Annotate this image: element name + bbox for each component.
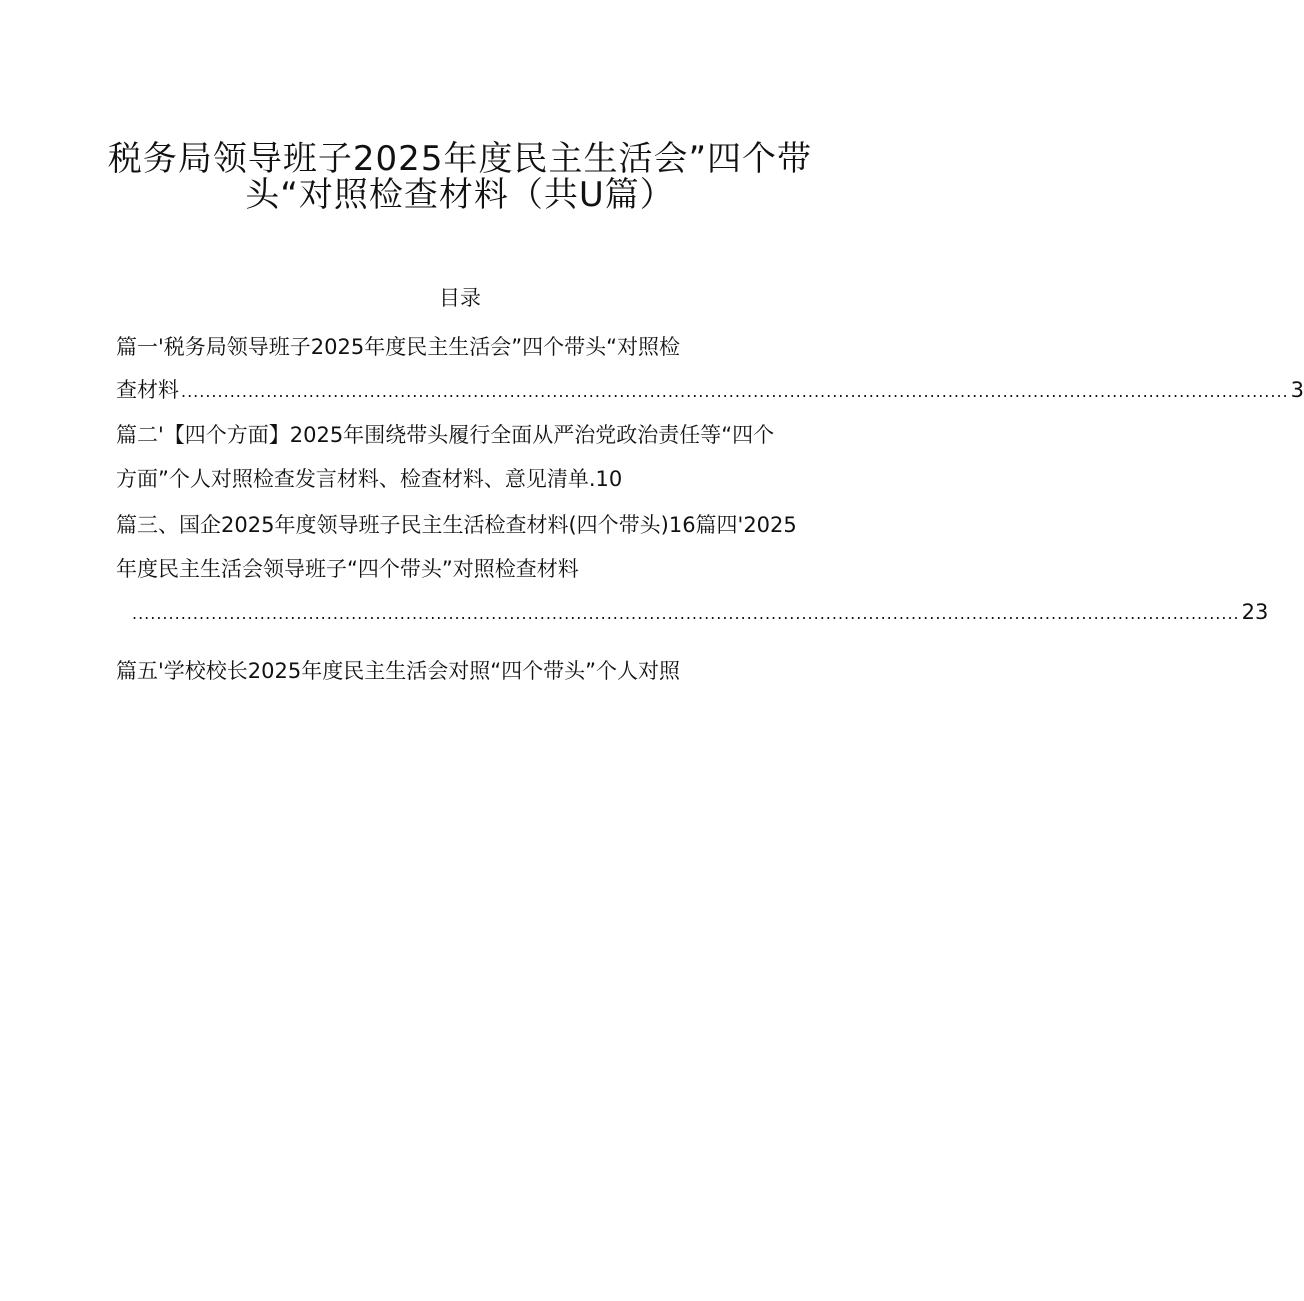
toc-entry-4-line-1[interactable]: 年度民主生活会领导班子“四个带头”对照检查材料 bbox=[116, 557, 579, 581]
toc-entry-4-page: 23 bbox=[1241, 600, 1269, 624]
toc-entry-1-title-end: 查材料 bbox=[116, 378, 179, 402]
toc-entry-1-line-2[interactable] bbox=[116, 374, 1304, 408]
toc-entry-2-line-2[interactable]: 方面”个人对照检查发言材料、检查材料、意见清单.10 bbox=[116, 467, 623, 491]
document-title-line-1: 税务局领导班子2025年度民主生活会”四个带 bbox=[107, 139, 813, 179]
dot-leader: ...................................................................................................................................................................................... bbox=[132, 604, 1240, 623]
toc-entry-4-line-2[interactable] bbox=[130, 596, 1269, 630]
toc-entry-2-line-1[interactable]: 篇二'【四个方面】2025年围绕带头履行全面从严治党政治责任等“四个 bbox=[116, 423, 775, 447]
toc-entry-3-line-1[interactable]: 篇三、国企2025年度领导班子民主生活检查材料(四个带头)16篇四'2025 bbox=[116, 513, 797, 537]
toc-entry-1-page: 3 bbox=[1290, 378, 1304, 402]
dot-leader: ...................................................................................................................................................................................... bbox=[181, 382, 1289, 401]
toc-entry-1-line-1[interactable]: 篇一'税务局领导班子2025年度民主生活会”四个带头“对照检 bbox=[116, 335, 680, 359]
document-title-line-2: 头“对照检查材料（共U篇） bbox=[245, 175, 675, 215]
toc-heading: 目录 bbox=[439, 286, 481, 310]
toc-entry-5-line-1[interactable]: 篇五'学校校长2025年度民主生活会对照“四个带头”个人对照 bbox=[116, 659, 680, 683]
